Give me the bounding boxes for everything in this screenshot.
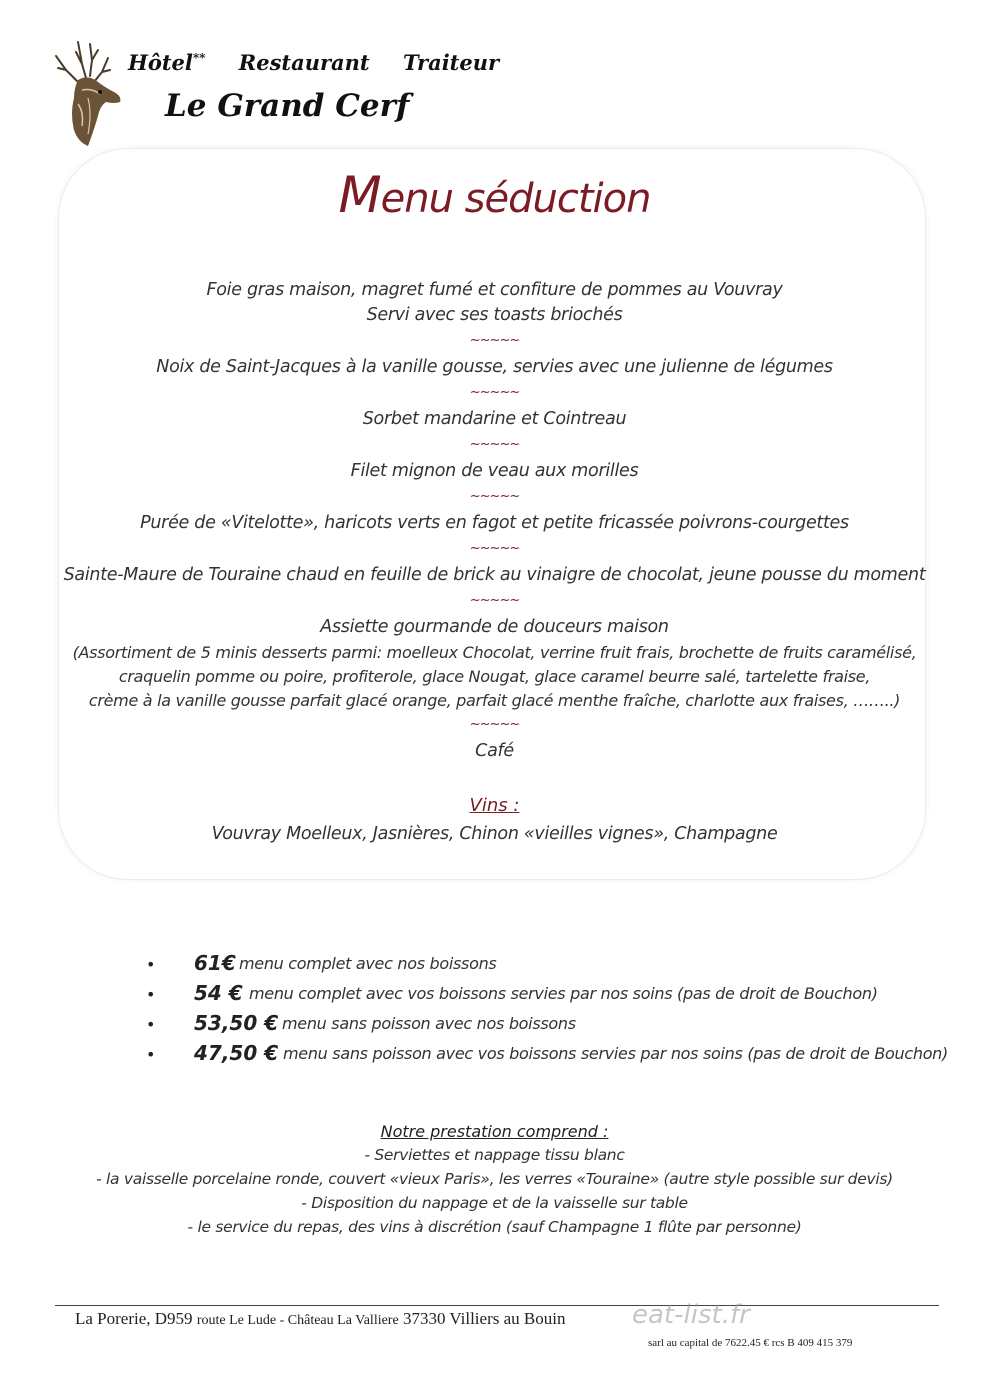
price-description: menu complet avec nos boissons bbox=[239, 954, 497, 973]
price-description: menu sans poisson avec nos boissons bbox=[282, 1014, 576, 1033]
footer-address: La Porerie, D959 route Le Lude - Château La Valliere 37330 Villiers au Bouin bbox=[75, 1309, 566, 1328]
bullet: • bbox=[146, 955, 156, 974]
separator: ~~~~~ bbox=[469, 593, 520, 608]
dish-cafe: Café bbox=[475, 741, 514, 761]
separator: ~~~~~ bbox=[469, 385, 520, 400]
prestation-line: - Disposition du nappage et de la vaisselle sur table bbox=[301, 1194, 688, 1212]
dish-foie-gras-note: Servi avec ses toasts briochés bbox=[366, 305, 623, 325]
dish-assiette-gourmande: Assiette gourmande de douceurs maison bbox=[320, 617, 669, 637]
restaurant-name: Le Grand Cerf bbox=[165, 88, 410, 124]
bullet: • bbox=[146, 1045, 156, 1064]
separator: ~~~~~ bbox=[469, 541, 520, 556]
footer-legal-info: sarl au capital de 7622.45 € rcs B 409 415 379 bbox=[648, 1337, 853, 1349]
dish-foie-gras: Foie gras maison, magret fumé et confiture de pommes au Vouvray bbox=[206, 280, 783, 300]
dish-sainte-maure: Sainte-Maure de Touraine chaud en feuille de brick au vinaigre de chocolat, jeune pousse du moment bbox=[63, 565, 926, 585]
establishment-types bbox=[128, 50, 525, 75]
prestation-line: - Serviettes et nappage tissu blanc bbox=[364, 1146, 625, 1164]
separator: ~~~~~ bbox=[469, 717, 520, 732]
dish-saint-jacques: Noix de Saint-Jacques à la vanille gousse, servies avec une julienne de légumes bbox=[156, 357, 833, 377]
price-amount: 47,50 € bbox=[194, 1041, 279, 1065]
dessert-list-line: crème à la vanille gousse parfait glacé orange, parfait glacé menthe fraîche, charlotte aux fraises, ……..) bbox=[88, 691, 901, 710]
stag-head-logo bbox=[48, 34, 130, 154]
wines-heading: Vins : bbox=[469, 795, 520, 816]
dessert-list-line: (Assortiment de 5 minis desserts parmi: moelleux Chocolat, verrine fruit frais, brochette de fruits caramélisé, bbox=[72, 643, 917, 662]
price-amount: 53,50 € bbox=[194, 1011, 279, 1035]
traiteur-label: Traiteur bbox=[402, 50, 500, 75]
price-amount: 61€ bbox=[194, 951, 236, 975]
price-description: menu complet avec vos boissons servies par nos soins (pas de droit de Bouchon) bbox=[249, 984, 878, 1003]
separator: ~~~~~ bbox=[469, 489, 520, 504]
restaurant-label: Restaurant bbox=[238, 50, 370, 75]
hotel-label: Hôtel** bbox=[128, 50, 206, 75]
bullet: • bbox=[146, 1015, 156, 1034]
wines-list: Vouvray Moelleux, Jasnières, Chinon «vieilles vignes», Champagne bbox=[211, 824, 778, 844]
footer-divider bbox=[55, 1305, 939, 1306]
menu-title: Menu séduction bbox=[338, 166, 651, 224]
separator: ~~~~~ bbox=[469, 333, 520, 348]
dish-sorbet: Sorbet mandarine et Cointreau bbox=[362, 409, 627, 429]
dish-filet-mignon: Filet mignon de veau aux morilles bbox=[350, 461, 639, 481]
bullet: • bbox=[146, 985, 156, 1004]
dessert-list-line: craquelin pomme ou poire, profiterole, glace Nougat, glace caramel beurre salé, tartelette fraise, bbox=[118, 667, 871, 686]
dish-puree: Purée de «Vitelotte», haricots verts en fagot et petite fricassée poivrons-courgettes bbox=[140, 513, 849, 533]
prestation-line: - le service du repas, des vins à discrétion (sauf Champagne 1 flûte par personne) bbox=[187, 1218, 802, 1236]
separator: ~~~~~ bbox=[469, 437, 520, 452]
price-amount: 54 € bbox=[194, 981, 243, 1005]
watermark: eat-list.fr bbox=[632, 1300, 750, 1330]
prestation-heading: Notre prestation comprend : bbox=[380, 1122, 609, 1141]
price-description: menu sans poisson avec vos boissons servies par nos soins (pas de droit de Bouchon) bbox=[283, 1044, 948, 1063]
prestation-line: - la vaisselle porcelaine ronde, couvert «vieux Paris», les verres «Touraine» (autre style possible sur devis) bbox=[96, 1170, 893, 1188]
